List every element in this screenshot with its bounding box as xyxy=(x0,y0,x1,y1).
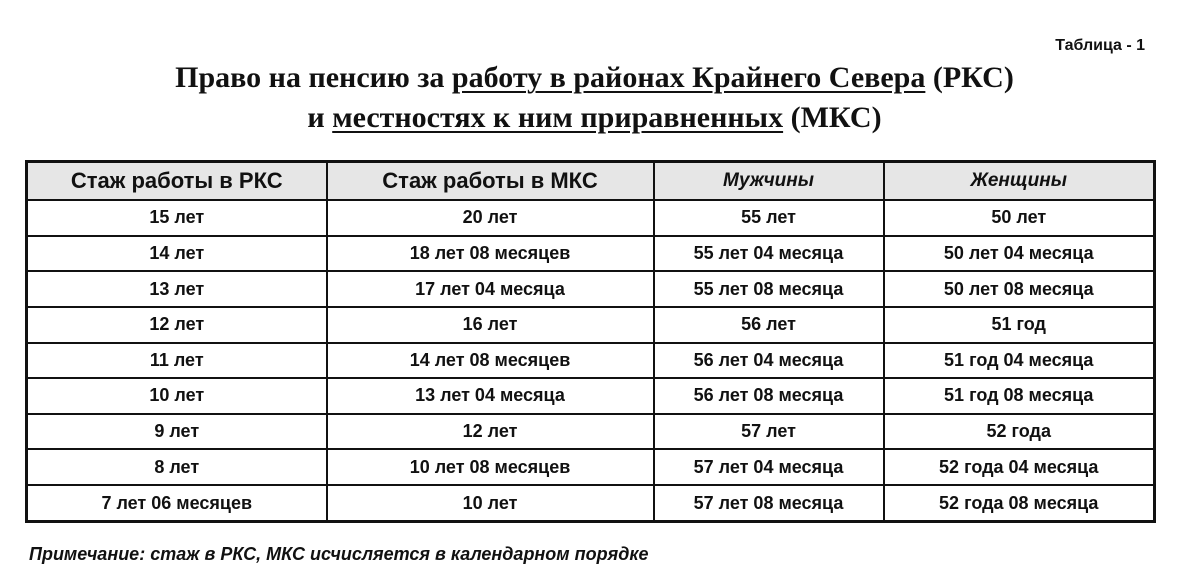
cell-women: 50 лет xyxy=(884,200,1155,236)
table-row xyxy=(27,449,1155,485)
cell-mks: 18 лет 08 месяцев xyxy=(327,236,654,272)
title-line-1-prefix: Право на пенсию за xyxy=(175,61,452,94)
title-line-2-suffix: (МКС) xyxy=(783,101,882,134)
table-header-row xyxy=(27,162,1155,201)
cell-rks: 7 лет 06 месяцев xyxy=(27,485,327,522)
table-row xyxy=(27,307,1155,343)
cell-rks: 14 лет xyxy=(27,236,327,272)
title-line-2-prefix: и xyxy=(307,101,333,134)
cell-mks: 14 лет 08 месяцев xyxy=(327,343,654,379)
header-men: Мужчины xyxy=(654,162,884,201)
cell-women: 52 года 08 месяца xyxy=(884,485,1155,522)
cell-rks: 9 лет xyxy=(27,414,327,450)
cell-men: 57 лет 08 месяца xyxy=(654,485,884,522)
cell-rks: 11 лет xyxy=(27,343,327,379)
footnote: Примечание: стаж в РКС, МКС исчисляется в календарном порядке xyxy=(29,544,649,564)
cell-mks: 12 лет xyxy=(327,414,654,450)
cell-women: 50 лет 04 месяца xyxy=(884,236,1155,272)
title-line-2 xyxy=(0,98,1189,138)
table-row xyxy=(27,271,1155,307)
header-mks-experience: Стаж работы в МКС xyxy=(327,162,654,201)
table-row xyxy=(27,343,1155,379)
document-title xyxy=(0,58,1189,138)
cell-men: 57 лет 04 месяца xyxy=(654,449,884,485)
cell-rks: 15 лет xyxy=(27,200,327,236)
cell-mks: 17 лет 04 месяца xyxy=(327,271,654,307)
cell-women: 52 года xyxy=(884,414,1155,450)
cell-men: 57 лет xyxy=(654,414,884,450)
cell-mks: 10 лет xyxy=(327,485,654,522)
cell-mks: 10 лет 08 месяцев xyxy=(327,449,654,485)
cell-men: 56 лет 04 месяца xyxy=(654,343,884,379)
table-row xyxy=(27,200,1155,236)
cell-rks: 12 лет xyxy=(27,307,327,343)
cell-women: 51 год 08 месяца xyxy=(884,378,1155,414)
cell-men: 55 лет 08 месяца xyxy=(654,271,884,307)
pension-table xyxy=(25,160,1156,523)
cell-women: 50 лет 08 месяца xyxy=(884,271,1155,307)
title-line-2-underlined: местностях к ним приравненных xyxy=(332,101,784,134)
table-body xyxy=(27,200,1155,522)
cell-mks: 16 лет xyxy=(327,307,654,343)
cell-men: 55 лет 04 месяца xyxy=(654,236,884,272)
table-row xyxy=(27,414,1155,450)
cell-rks: 10 лет xyxy=(27,378,327,414)
cell-women: 52 года 04 месяца xyxy=(884,449,1155,485)
title-line-1-suffix: (РКС) xyxy=(925,61,1014,94)
header-rks-experience: Стаж работы в РКС xyxy=(27,162,327,201)
cell-mks: 13 лет 04 месяца xyxy=(327,378,654,414)
table-row xyxy=(27,236,1155,272)
cell-men: 55 лет xyxy=(654,200,884,236)
cell-mks: 20 лет xyxy=(327,200,654,236)
table-number-label: Таблица - 1 xyxy=(1055,37,1145,54)
cell-rks: 8 лет xyxy=(27,449,327,485)
cell-men: 56 лет xyxy=(654,307,884,343)
table-row xyxy=(27,485,1155,522)
cell-women: 51 год 04 месяца xyxy=(884,343,1155,379)
title-line-1 xyxy=(0,58,1189,98)
title-line-1-underlined: работу в районах Крайнего Севера xyxy=(451,61,926,94)
cell-rks: 13 лет xyxy=(27,271,327,307)
cell-men: 56 лет 08 месяца xyxy=(654,378,884,414)
table-row xyxy=(27,378,1155,414)
header-women: Женщины xyxy=(884,162,1155,201)
cell-women: 51 год xyxy=(884,307,1155,343)
